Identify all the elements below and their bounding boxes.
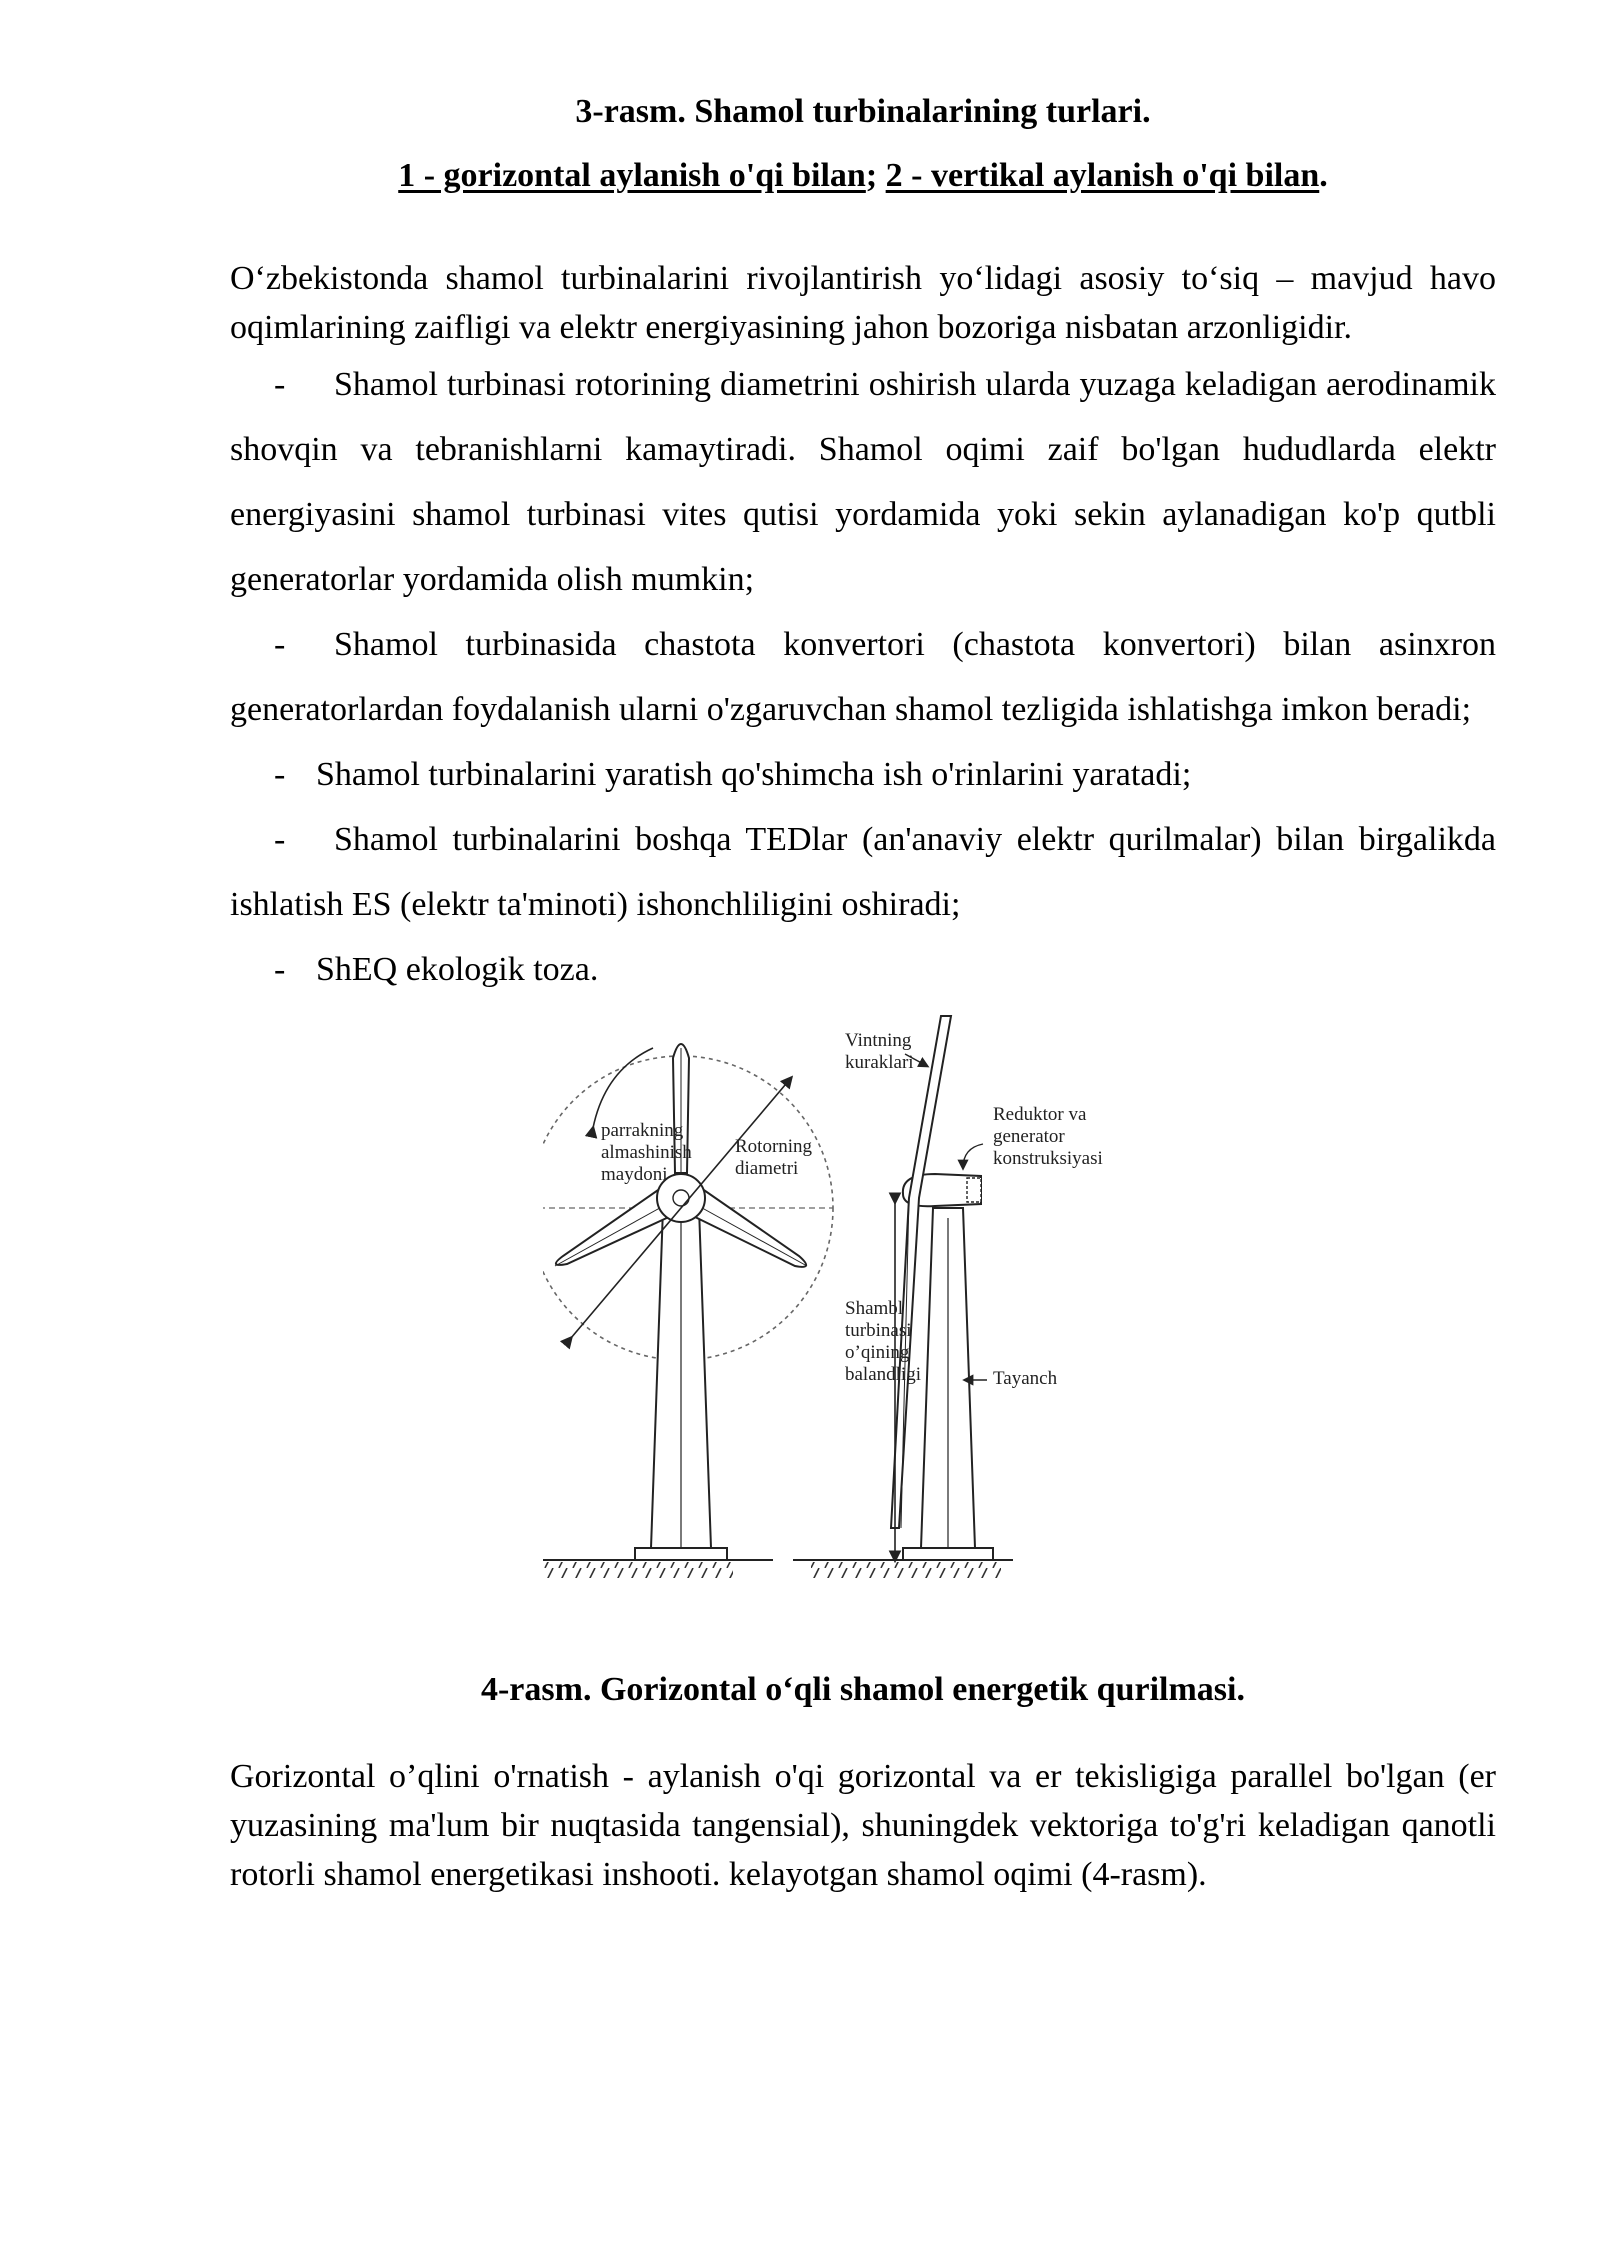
final-paragraph: Gorizontal o’qlini o'rnatish - aylanish o'qi gorizontal va er tekisligiga parallel bo'lgan (er yuzasining ma'lum bir nuqtasida tangensial), shuningdek vektoriga to'g'ri keladigan qanotli rotorli shamol energetikasi inshooti. kelayotgan shamol oqimi (4-rasm). [230, 1758, 1496, 1893]
tower-label: Tayanch [993, 1368, 1058, 1389]
intro-paragraph: O‘zbekistonda shamol turbinalarini rivojlantirish yo‘lidagi asosiy to‘siq – mavjud havo oqimlarining zaifligi va elektr energiyasining jahon bozoriga nisbatan arzonligidir. [230, 260, 1496, 346]
wind-turbine-drawing [543, 1008, 1143, 1628]
blades-label: Vintning kuraklari [845, 1030, 914, 1073]
figure-3-separator: ; [865, 157, 886, 194]
figure-3-end: . [1319, 157, 1328, 194]
bullet-item [230, 742, 1496, 807]
figure-3-part-1: 1 - gorizontal aylanish o'qi bilan [398, 157, 866, 194]
bullet-text: Shamol turbinasida chastota konvertori (chastota konvertori) bilan asinxron generatorlardan foydalanish ularni o'zgaruvchan shamol tezligida ishlatishga imkon beradi; [230, 626, 1496, 728]
figure-3-subtitle [230, 154, 1496, 198]
figure-3-part-2: 2 - vertikal aylanish o'qi bilan [885, 157, 1320, 194]
sweep-area-label: parrakning almashinish maydoni [601, 1120, 692, 1185]
tower-base-front [635, 1548, 727, 1560]
bullet-item [230, 612, 1496, 742]
bullet-item [230, 807, 1496, 937]
sweep-arrow [593, 1048, 653, 1128]
bullet-dash: - [274, 951, 286, 988]
figure-4-caption: 4-rasm. Gorizontal o‘qli shamol energetik qurilmasi. [480, 1671, 1245, 1708]
gearbox-label: Reduktor va generator konstruksiyasi [993, 1104, 1103, 1169]
bullet-text: Shamol turbinasi rotorining diametrini oshirish ularda yuzaga keladigan aerodinamik shovqin va tebranishlarni kamaytiradi. Shamol oqimi zaif bo'lgan hududlarda elektr energiyasini shamol turbinasi vites qutisi yordamida yoki sekin aylanadigan ko'p qutbli generatorlar yordamida olish mumkin; [230, 366, 1496, 598]
tower-base-side [903, 1548, 993, 1560]
bullet-text: ShEQ ekologik toza. [316, 951, 599, 988]
document-page [230, 90, 1496, 1899]
blade-left [556, 1188, 671, 1265]
bullet-dash: - [274, 821, 286, 858]
bullet-dash: - [274, 756, 286, 793]
bullet-dash: - [274, 366, 286, 403]
bullet-item [230, 352, 1496, 612]
blade-right [693, 1188, 806, 1267]
figure-3-title: 3-rasm. Shamol turbinalarining turlari. [575, 93, 1151, 130]
bullet-dash: - [274, 626, 286, 663]
rotor-diameter-label: Rotorning diametri [735, 1136, 813, 1179]
bullet-text: Shamol turbinalarini yaratish qo'shimcha ish o'rinlarini yaratadi; [316, 756, 1192, 793]
bullet-item [230, 937, 1496, 1002]
bullet-text: Shamol turbinalarini boshqa TEDlar (an'anaviy elektr qurilmalar) bilan birgalikda ishlatish ES (elektr ta'minoti) ishonchliligini oshiradi; [230, 821, 1496, 923]
wind-turbine-figure [543, 1008, 1143, 1628]
hub-height-label: Shambl turbinasi o’qining balandligi [845, 1298, 921, 1385]
